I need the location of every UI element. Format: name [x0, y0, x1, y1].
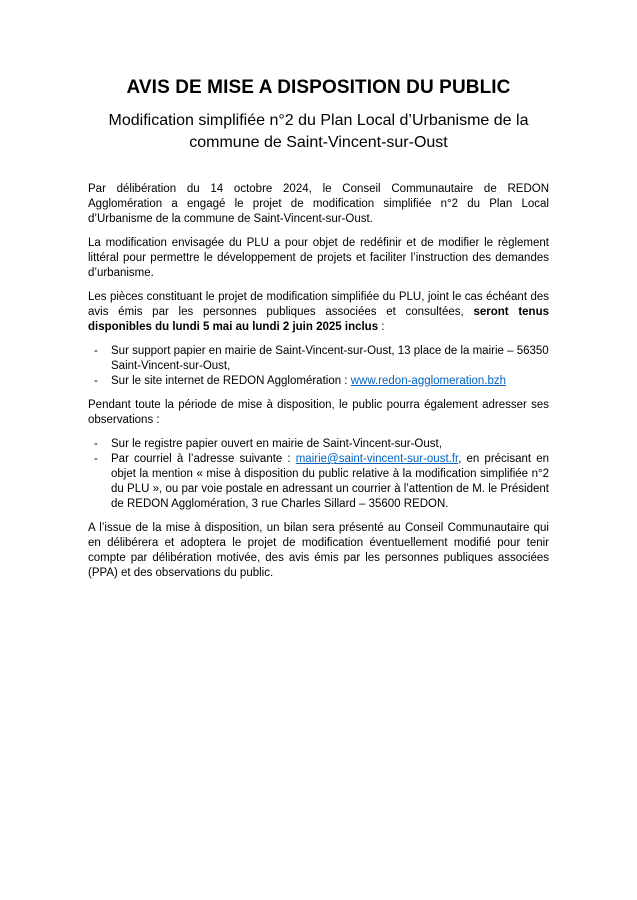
paragraph-deliberation: Par délibération du 14 octobre 2024, le Conseil Communautaire de REDON Agglomération a engagé le projet de modification simplifiée n°2 du Plan Local d’Urbanisme de la commune de Saint-Vincent-sur-Oust.: [88, 183, 549, 225]
list-item: [88, 344, 549, 374]
subtitle-line-1: Modification simplifiée n°2 du Plan Local d’Urbanisme de la: [108, 112, 529, 129]
item-register: Sur le registre papier ouvert en mairie de Saint-Vincent-sur-Oust,: [111, 438, 442, 450]
page-subtitle: [88, 110, 549, 154]
item-paper-line-1: Sur support papier en mairie de Saint-Vincent-sur-Oust, 13 place de la mairie – 56350: [111, 345, 549, 357]
item-email-before: Par courriel à l’adresse suivante :: [111, 453, 296, 465]
item-email-after: , en précisant en objet la mention « mise à disposition du public relative à la modification simplifiée n°2 du PLU », ou par voie postale en adressant un courrier à l’attention de M. le Président de REDON Agglomération, 3 rue Charles Sillard – 35600 REDON.: [111, 453, 549, 510]
email-link[interactable]: mairie@saint-vincent-sur-oust.fr: [295, 453, 459, 465]
subtitle-line-2: commune de Saint-Vincent-sur-Oust: [189, 134, 448, 151]
notice-body: [88, 182, 549, 581]
item-paper-line-2: Saint-Vincent-sur-Oust,: [111, 360, 231, 372]
dash-bullet: -: [94, 345, 98, 357]
availability-list: [88, 344, 549, 389]
observations-list: [88, 437, 549, 512]
list-item: [88, 452, 549, 512]
dash-bullet: -: [94, 438, 98, 450]
list-item: [88, 374, 549, 389]
paragraph-observations: Pendant toute la période de mise à disposition, le public pourra également adresser ses observations :: [88, 399, 549, 426]
availability-end: :: [378, 321, 385, 333]
paragraph-purpose: La modification envisagée du PLU a pour objet de redéfinir et de modifier le règlement littéral pour permettre le développement de projets et faciliter l’instruction des demandes d’urbanisme.: [88, 237, 549, 279]
website-link[interactable]: www.redon-agglomeration.bzh: [350, 375, 507, 387]
dash-bullet: -: [94, 453, 98, 465]
list-item: [88, 437, 549, 452]
paragraph-availability: [88, 290, 549, 335]
availability-dates: seront tenus disponibles du lundi 5 mai au lundi 2 juin 2025 inclus: [88, 306, 549, 333]
availability-text: Les pièces constituant le projet de modification simplifiée du PLU, joint le cas échéant des avis émis par les personnes publiques associées et consultées,: [88, 291, 549, 318]
item-website-text: Sur le site internet de REDON Agglomération :: [111, 375, 351, 387]
dash-bullet: -: [94, 375, 98, 387]
paragraph-conclusion: A l’issue de la mise à disposition, un bilan sera présenté au Conseil Communautaire qui en délibérera et adoptera le projet de modification éventuellement modifié pour tenir compte par délibération motivée, des avis émis par les personnes publiques associées (PPA) et des observations du public.: [88, 522, 549, 579]
page-title: AVIS DE MISE A DISPOSITION DU PUBLIC: [126, 77, 511, 98]
